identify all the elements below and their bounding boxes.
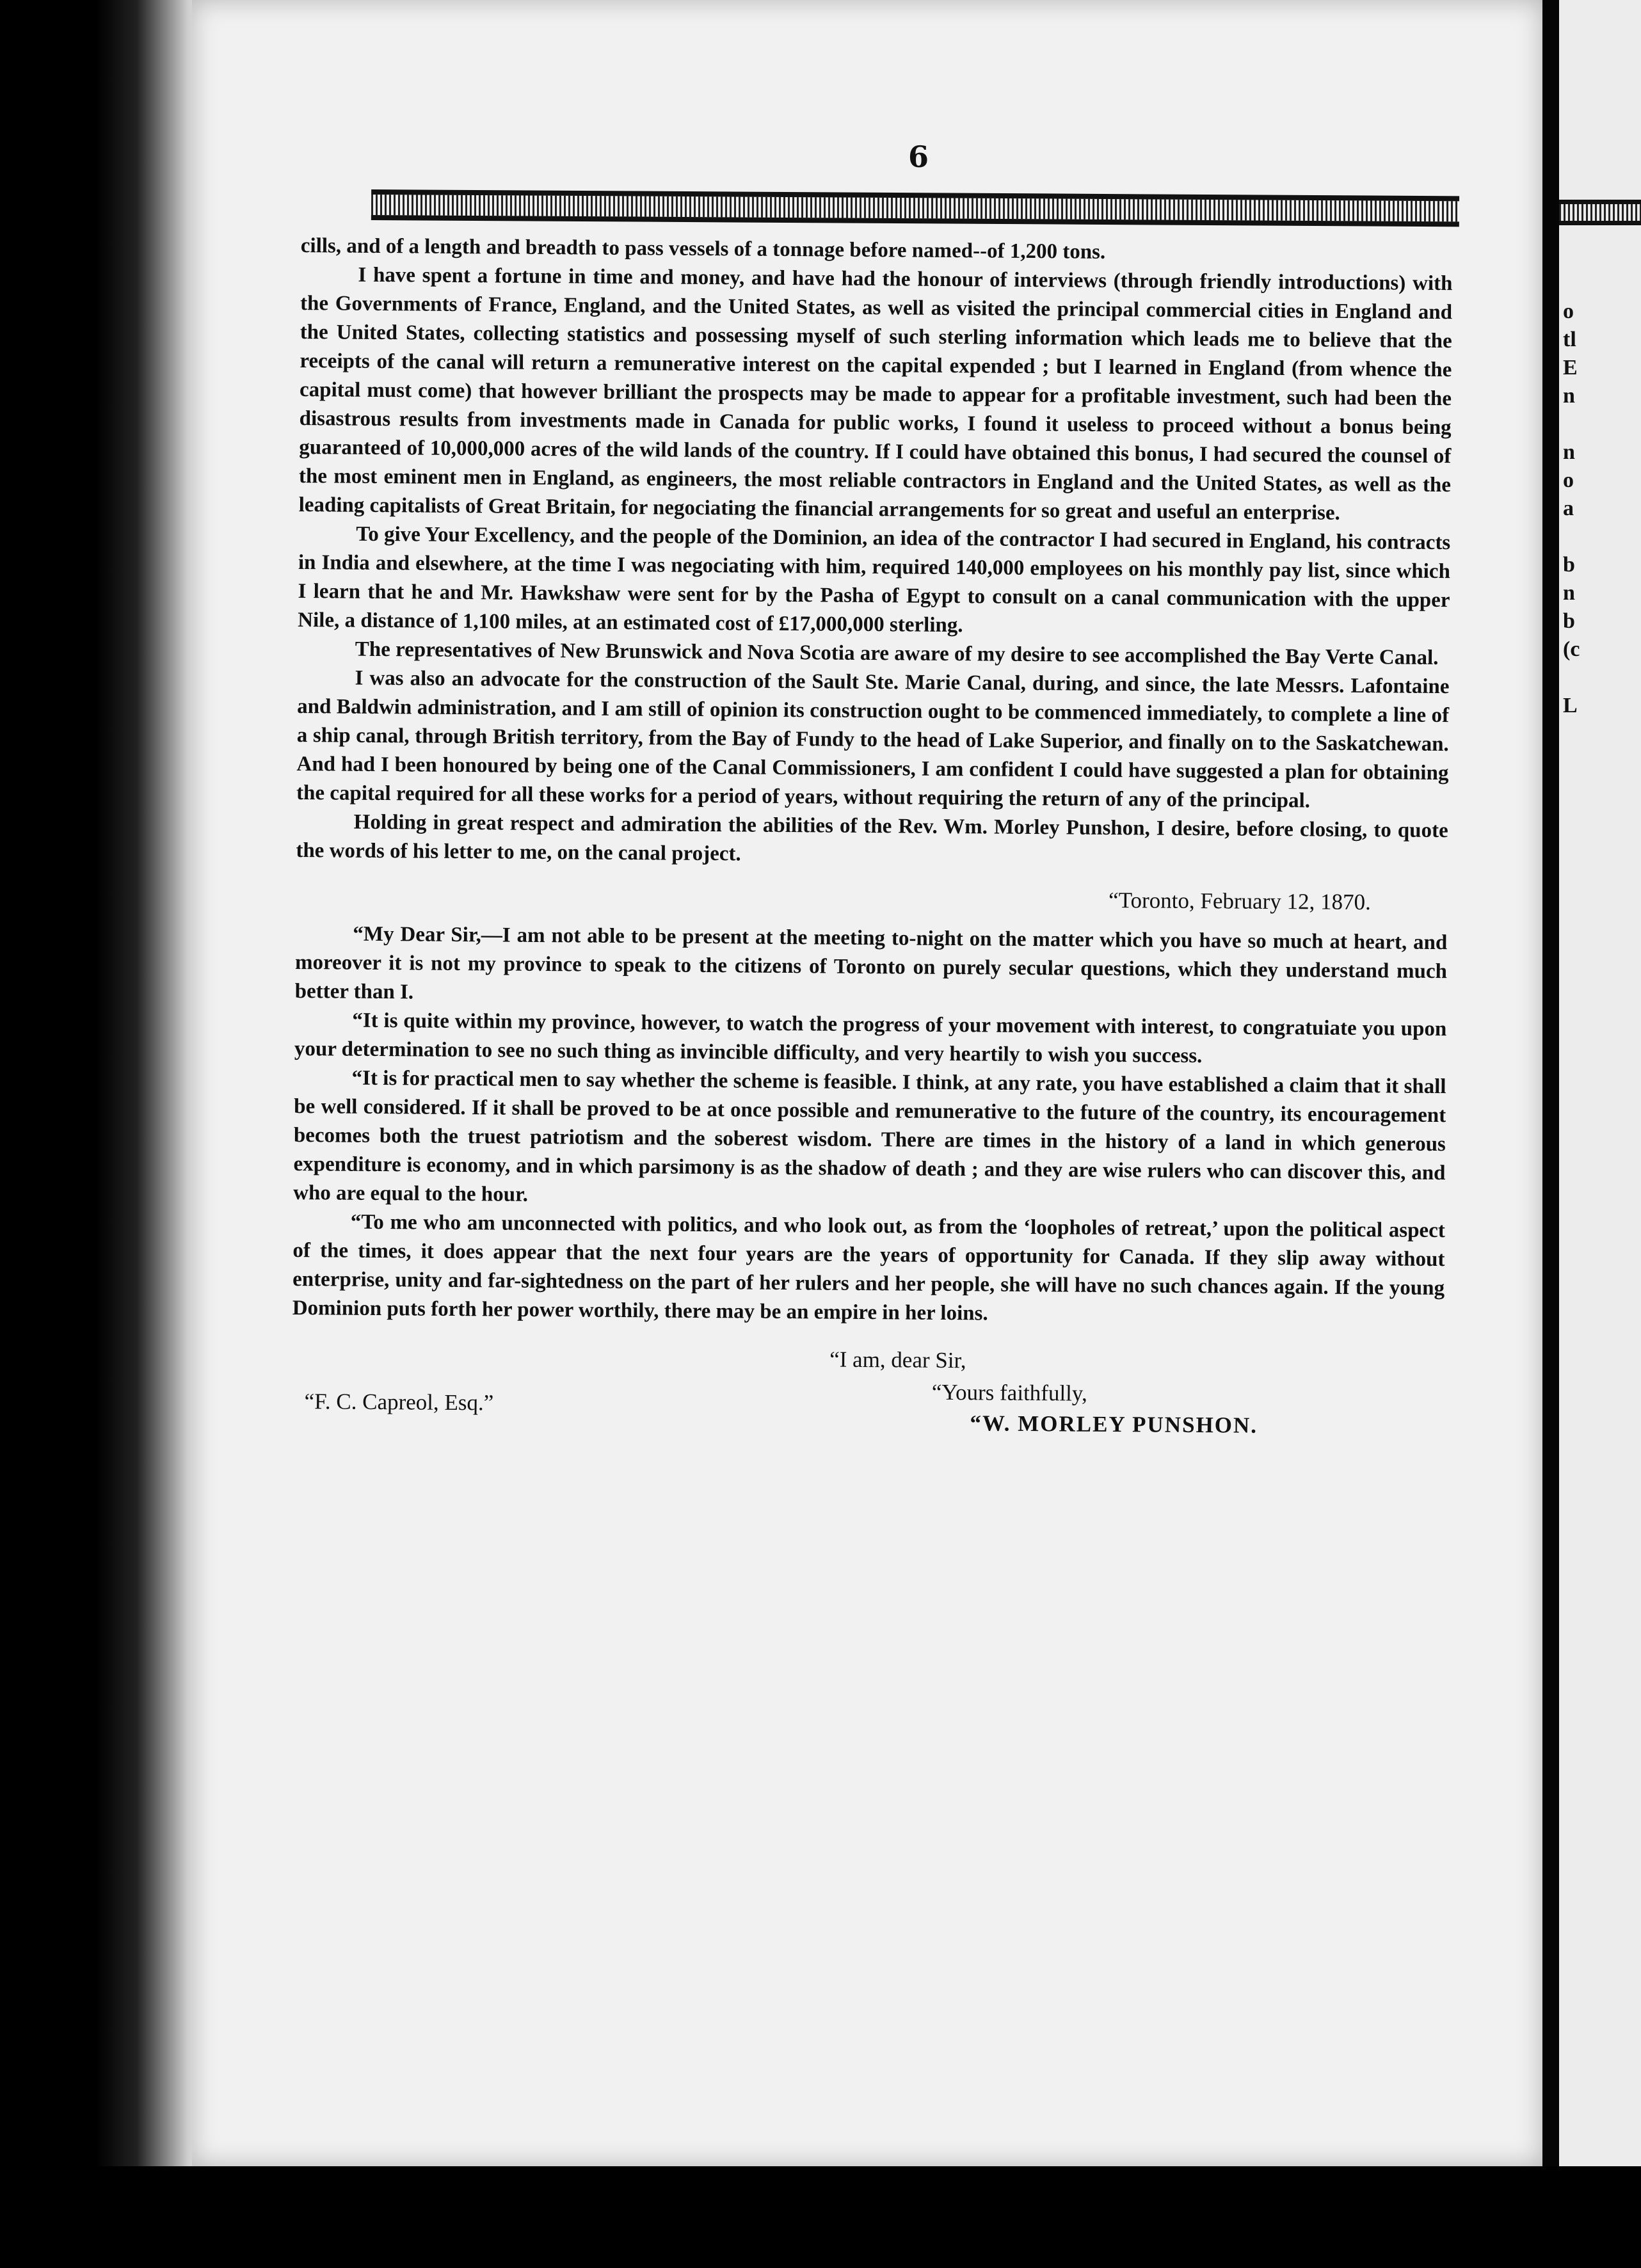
closing-salutation: “I am, dear Sir, [829, 1346, 966, 1373]
paragraph: cills, and of a length and breadth to pass vessels of a tonnage before named--of 1,200 tons. [300, 234, 1106, 264]
next-page-fragment: E [1563, 356, 1578, 379]
page-number: 6 [908, 140, 929, 174]
next-page-fragment: a [1563, 497, 1574, 520]
next-page-fragment: o [1563, 299, 1574, 323]
next-page-fragment: n [1563, 440, 1575, 464]
signature: “W. MORLEY PUNSHON. [970, 1410, 1258, 1438]
next-page-fragment: b [1563, 609, 1575, 633]
left-film-margin [96, 0, 198, 2268]
letter-paragraph: “My Dear Sir,—I am not able to be present at the meeting to-night on the matter which you have so much at heart, and moreover it is not my province to speak to the citizens of Toronto on purely secular questions, which they understand much better than I. [294, 922, 1448, 1004]
letter-paragraph: “It is quite within my province, however, to watch the progress of your movement with interest, to congratuiate you upon your determination to see no such thing as invincible difficulty, and very heartily to wish you success. [294, 1009, 1447, 1068]
body-text [291, 232, 1453, 1478]
next-page-fragment: L [1563, 694, 1578, 717]
letter-dateline: “Toronto, February 12, 1870. [1108, 887, 1371, 915]
next-page-fragment: tl [1563, 328, 1576, 351]
paragraph: I have spent a fortune in time and money, and have had the honour of interviews (through friendly introductions) with the Governments of France, England, and the United States, as well as visited the principal commercial cities in England and the United States, collecting statistics and possessing myself of such sterling information which leads me to believe that the receipts of the canal will return a remunerative interest on the capital expended ; but I learned in England (from whence the capital must come) that however brilliant the prospects may be made to appear for a profitable investment, such had been the disastrous results from investments made in Canada for public works, I found it useless to proceed without a bonus being guaranteed of 10,000,000 acres of the wild lands of the country. If I could have obtained this bonus, I had secured the counsel of the most eminent men in England, as engineers, the most reliable contractors in England and the United States, as well as the leading capitalists of Great Britain, for negociating the financial arrangements for so great and useful an enterprise. [298, 263, 1453, 525]
paragraph: I was also an advocate for the construction of the Sault Ste. Marie Canal, during, and since, the late Messrs. Lafontaine and Baldwin administration, and I am still of opinion its construction ought to be commenced immediately, to complete a line of a ship canal, through British territory, from the Bay of Fundy to the head of Lake Superior, and finally on to the Saskatchewan. And had I been honoured by being one of the Canal Commissioners, I am confident I could have suggested a plan for obtaining the capital required for all these works for a period of years, without requiring the return of any of the principal. [296, 666, 1450, 813]
next-page-fragment: (c [1563, 637, 1580, 661]
paragraph: To give Your Excellency, and the people of the Dominion, an idea of the contractor I had secured in England, his contracts in India and elsewhere, at the time I was negociating with him, required 140,000 employees on his monthly pay list, since which I learn that he and Mr. Hawkshaw were sent for by the Pasha of Egypt to consult on a canal communication with the upper Nile, a distance of 1,100 miles, at an estimated cost of £17,000,000 sterling. [298, 522, 1451, 637]
next-page-fragment: b [1563, 553, 1575, 577]
next-page-fragment: n [1563, 581, 1575, 605]
paragraph: The representatives of New Brunswick and Nova Scotia are aware of my desire to see accomplished the Bay Verte Canal. [355, 637, 1439, 669]
addressee: “F. C. Capreol, Esq.” [304, 1389, 494, 1416]
page-gutter [1542, 0, 1559, 2268]
closing-yours: “Yours faithfully, [931, 1379, 1087, 1406]
next-page-edge [1559, 0, 1641, 2166]
letter-paragraph: “It is for practical men to say whether the scheme is feasible. I think, at any rate, you have established a claim that it shall be well considered. If it shall be proved to be at once possible and remunerative to the future of the country, its encouragement becomes both the truest patriotism and the soberest wisdom. There are times in the history of a land in which generous expenditure is economy, and in which parsimony is as the shadow of death ; and they are wise rulers who can discover this, and who are equal to the hour. [293, 1066, 1446, 1206]
next-page-fragment: o [1563, 468, 1574, 492]
letter-closing [291, 1341, 1445, 1478]
next-page-header-rule [1559, 200, 1641, 225]
paragraph: Holding in great respect and admiration the abilities of the Rev. Wm. Morley Punshon, I desire, before closing, to quote the words of his letter to me, on the canal project. [296, 810, 1448, 866]
bottom-film-band [0, 2166, 1641, 2268]
letter-paragraph: “To me who am unconnected with politics, and who look out, as from the ‘loopholes of retreat,’ upon the political aspect of the times, it does appear that the next four years are the years of opportunity for Canada. If they slip away without enterprise, unity and far-sightedness on the part of her rulers and her people, she will have no such chances again. If the young Dominion puts forth her power worthily, there may be an empire in her loins. [292, 1210, 1445, 1325]
next-page-fragment: n [1563, 384, 1575, 408]
